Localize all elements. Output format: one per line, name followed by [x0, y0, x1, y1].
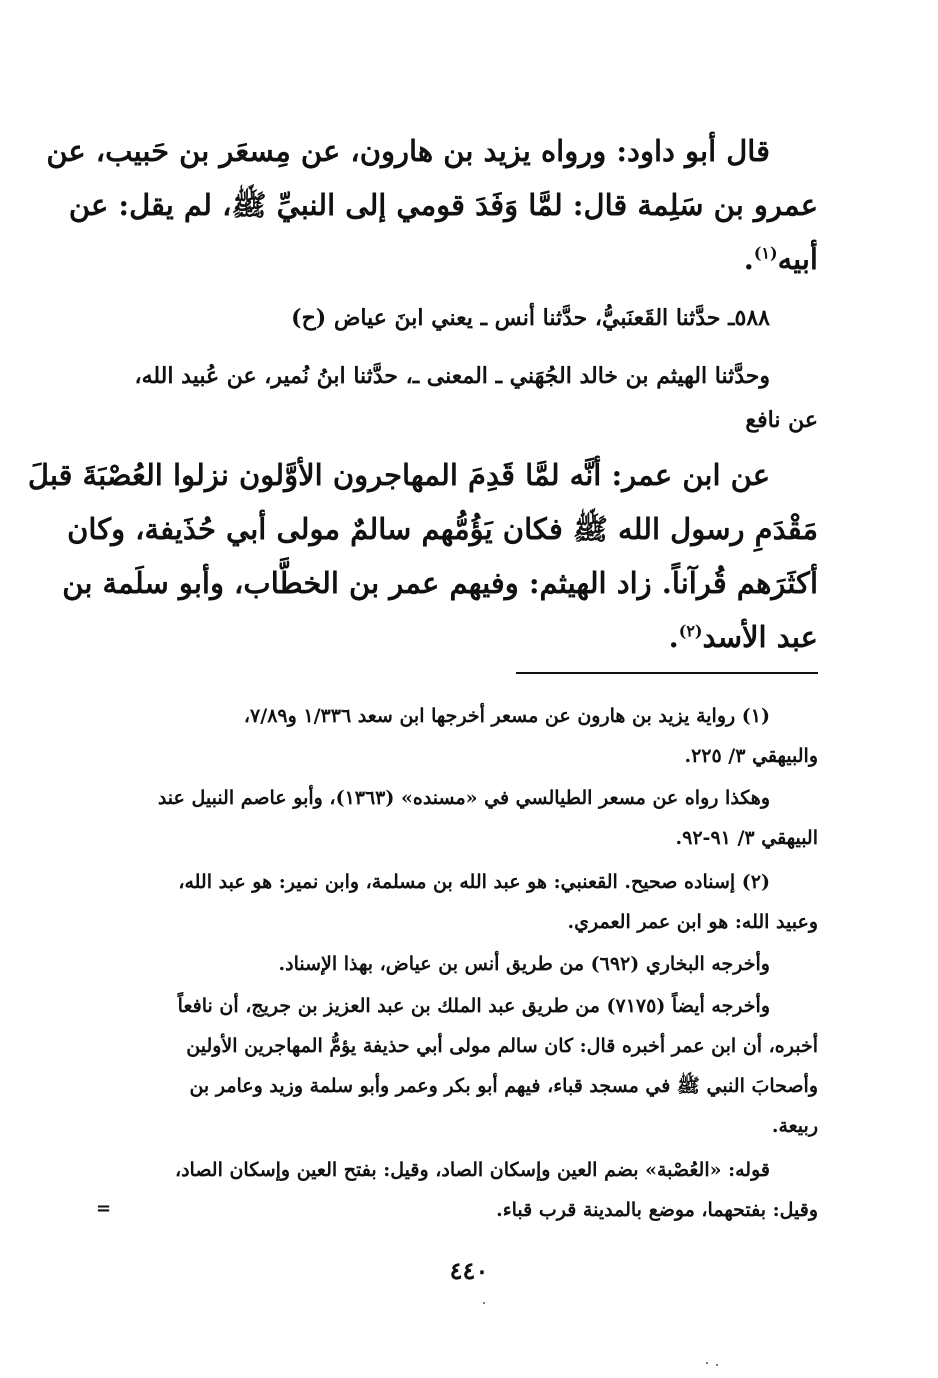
footnote-2-definition	[100, 1150, 818, 1230]
text-line: عن نافع	[745, 407, 818, 433]
text-line: البيهقي ٣/ ٩١-٩٢.	[675, 827, 818, 849]
text-line: وحدَّثنا الهيثم بن خالد الجُهَني ـ المعنى ـ، حدَّثنا ابنُ نُمير، عن عُبيد الله،	[134, 363, 770, 389]
text-line: عن ابن عمر: أنَّه لمَّا قَدِمَ المهاجرون الأوَّلون نزلوا العُصْبَةَ قبلَ	[27, 458, 770, 492]
text-line: مَقْدَمِ رسول الله ﷺ فكان يَؤُمُّهم سالمٌ مولى أبي حُذَيفة، وكان	[67, 512, 818, 546]
text-fragment: .	[668, 620, 679, 654]
footnote-2-bukhari	[100, 944, 818, 984]
text-line: (٢) إسناده صحيح. القعنبي: هو عبد الله بن مسلمة، وابن نمير: هو عبد الله،	[178, 871, 770, 893]
text-line: والبيهقي ٣/ ٢٢٥.	[684, 745, 818, 767]
continuation-mark: =	[96, 1198, 112, 1219]
text-line: وأصحابَ النبي ﷺ في مسجد قباء، فيهم أبو بكر وعمر وأبو سلمة وزيد وعامر بن	[189, 1075, 818, 1097]
scan-speck	[483, 1302, 485, 1304]
footnote-ref: (١)	[753, 243, 778, 263]
footnote-2-another-route	[100, 986, 818, 1146]
text-fragment: .	[743, 242, 754, 276]
text-fragment: عبد الأسد	[702, 620, 818, 654]
text-line	[100, 610, 818, 664]
hadith-588-heading	[100, 296, 818, 340]
isnad-second-chain	[100, 354, 818, 442]
text-line: ربيعة.	[771, 1115, 818, 1137]
text-line	[100, 232, 818, 286]
text-line: أخبره، أن ابن عمر أخبره قال: كان سالم مولى أبي حذيفة يؤمُّ المهاجرين الأولين	[186, 1035, 818, 1057]
text-fragment: أبيه	[777, 242, 818, 276]
text-line: (١) رواية يزيد بن هارون عن مسعر أخرجها ابن سعد ١/٣٣٦ و٧/٨٩،	[243, 705, 770, 727]
scan-speck	[716, 1364, 718, 1366]
scan-speck	[706, 1362, 708, 1364]
text-line: قوله: «العُصْبة» بضم العين وإسكان الصاد، وقيل: بفتح العين وإسكان الصاد،	[174, 1159, 770, 1181]
text-line: وأخرجه البخاري (٦٩٢) من طريق أنس بن عياض، بهذا الإسناد.	[278, 953, 770, 975]
text-line: قال أبو داود: ورواه يزيد بن هارون، عن مِسعَر بن حَبيب، عن	[46, 134, 770, 168]
page-number: ٤٤٠	[449, 1256, 489, 1285]
footnote-separator	[516, 672, 818, 674]
footnote-1-continued	[100, 778, 818, 858]
text-line: وأخرجه أيضاً (٧١٧٥) من طريق عبد الملك بن عبد العزيز بن جريج، أن نافعاً	[177, 995, 770, 1017]
text-line: أكثَرَهم قُرآناً. زاد الهيثم: وفيهم عمر بن الخطَّاب، وأبو سلَمة بن	[62, 566, 818, 600]
text-line: وقيل: بفتحهما، موضع بالمدينة قرب قباء.	[496, 1199, 818, 1221]
text-line: ٥٨٨ـ حدَّثنا القَعنَبيُّ، حدَّثنا أنس ـ يعني ابنَ عياض (ح)	[291, 305, 770, 331]
text-line: عمرو بن سَلِمة قال: لمَّا وَفَدَ قومي إلى النبيِّ ﷺ، لم يقل: عن	[68, 188, 818, 222]
footnote-2	[100, 862, 818, 942]
footnote-ref: (٢)	[678, 621, 703, 641]
hadith-matn	[27, 448, 818, 664]
footnote-1	[100, 696, 818, 776]
text-line: وعبيد الله: هو ابن عمر العمري.	[567, 911, 818, 933]
text-line: وهكذا رواه عن مسعر الطيالسي في «مسنده» (١٣٦٣)، وأبو عاصم النبيل عند	[157, 787, 770, 809]
paragraph-abu-dawud-note	[46, 124, 818, 286]
